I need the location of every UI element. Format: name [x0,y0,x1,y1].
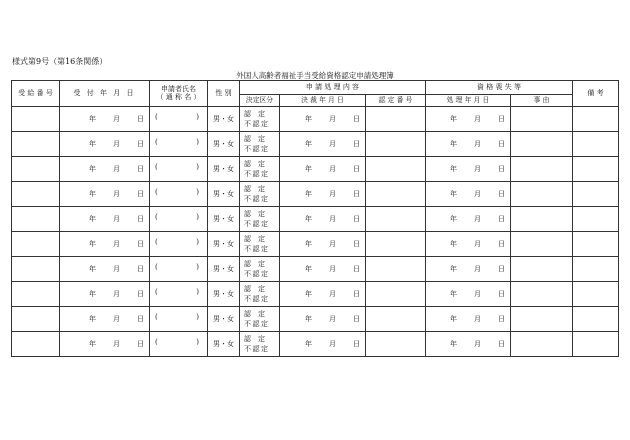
paren-open: ( [155,288,158,296]
decision-approved: 認定 [244,134,272,143]
recipient-no-cell[interactable] [12,132,60,157]
decision-type-cell[interactable] [240,257,280,282]
month-label: 月 [329,314,336,323]
reception-date-cell[interactable] [60,157,150,182]
decision-approved: 認定 [244,209,272,218]
processing-date-cell[interactable] [426,157,511,182]
recipient-no-cell[interactable] [12,282,60,307]
day-label: 日 [498,114,505,123]
year-label: 年 [305,339,312,348]
day-label: 日 [498,289,505,298]
reason-cell[interactable] [511,157,573,182]
decision-date-cell[interactable] [280,207,366,232]
table-row [12,207,619,232]
gender-cell[interactable] [208,232,240,257]
paren-close: ) [196,138,199,146]
gender-options: 男・女 [213,114,234,123]
day-label: 日 [353,339,360,348]
remarks-cell[interactable] [573,232,619,257]
year-label: 年 [305,164,312,173]
decision-date-cell[interactable] [280,307,366,332]
decision-approved: 認定 [244,309,272,318]
decision-denied: 不認定 [244,194,270,203]
gender-options: 男・女 [213,214,234,223]
day-label: 日 [137,164,144,173]
reason-cell[interactable] [511,207,573,232]
month-label: 月 [474,264,481,273]
month-label: 月 [113,189,120,198]
remarks-cell[interactable] [573,307,619,332]
header-decision-type: 決定区分 [240,95,280,107]
month-label: 月 [113,314,120,323]
reason-cell[interactable] [511,282,573,307]
year-label: 年 [450,214,457,223]
header-reason: 事 由 [511,95,573,107]
year-label: 年 [450,289,457,298]
decision-approved: 認定 [244,184,272,193]
reception-date-cell[interactable] [60,207,150,232]
decision-denied: 不認定 [244,144,270,153]
recipient-no-cell[interactable] [12,257,60,282]
processing-date-cell[interactable] [426,257,511,282]
day-label: 日 [498,239,505,248]
reason-cell[interactable] [511,182,573,207]
certification-no-cell[interactable] [366,282,426,307]
certification-no-cell[interactable] [366,182,426,207]
recipient-no-cell[interactable] [12,107,60,132]
day-label: 日 [137,214,144,223]
decision-approved: 認定 [244,284,272,293]
year-label: 年 [89,189,96,198]
month-label: 月 [113,139,120,148]
gender-cell[interactable] [208,282,240,307]
header-remarks: 備 考 [573,81,619,107]
reason-cell[interactable] [511,132,573,157]
month-label: 月 [113,114,120,123]
applicant-name-cell[interactable] [150,282,208,307]
certification-no-cell[interactable] [366,332,426,357]
table-row [12,232,619,257]
year-label: 年 [305,239,312,248]
reason-cell[interactable] [511,332,573,357]
recipient-no-cell[interactable] [12,182,60,207]
paren-close: ) [196,288,199,296]
decision-approved: 認定 [244,109,272,118]
month-label: 月 [113,339,120,348]
month-label: 月 [474,164,481,173]
table-row [12,182,619,207]
year-label: 年 [89,264,96,273]
header-applicant-name-label: 申請者氏名 [161,85,196,93]
day-label: 日 [137,339,144,348]
year-label: 年 [450,139,457,148]
reason-cell[interactable] [511,307,573,332]
month-label: 月 [329,189,336,198]
month-label: 月 [329,214,336,223]
processing-date-cell[interactable] [426,307,511,332]
day-label: 日 [498,339,505,348]
applicant-name-cell[interactable] [150,307,208,332]
paren-open: ( [155,338,158,346]
day-label: 日 [353,164,360,173]
gender-options: 男・女 [213,239,234,248]
header-certification-no: 認 定 番 号 [366,95,426,107]
gender-cell[interactable] [208,157,240,182]
processing-date-cell[interactable] [426,107,511,132]
decision-type-cell[interactable] [240,182,280,207]
gender-cell[interactable] [208,257,240,282]
applicant-name-cell[interactable] [150,107,208,132]
decision-approved: 認定 [244,334,272,343]
decision-denied: 不認定 [244,344,270,353]
applicant-name-cell[interactable] [150,207,208,232]
day-label: 日 [353,189,360,198]
header-common-name-label: （ 通 称 名 ） [156,93,201,101]
year-label: 年 [305,114,312,123]
processing-date-cell[interactable] [426,232,511,257]
remarks-cell[interactable] [573,157,619,182]
year-label: 年 [450,189,457,198]
month-label: 月 [329,114,336,123]
decision-denied: 不認定 [244,169,270,178]
reason-cell[interactable] [511,257,573,282]
processing-date-cell[interactable] [426,132,511,157]
remarks-cell[interactable] [573,132,619,157]
paren-close: ) [196,188,199,196]
certification-no-cell[interactable] [366,207,426,232]
month-label: 月 [329,239,336,248]
year-label: 年 [89,239,96,248]
table-row [12,107,619,132]
month-label: 月 [113,214,120,223]
year-label: 年 [89,339,96,348]
gender-cell[interactable] [208,307,240,332]
decision-denied: 不認定 [244,269,270,278]
day-label: 日 [498,189,505,198]
applicant-name-cell[interactable] [150,182,208,207]
remarks-cell[interactable] [573,282,619,307]
month-label: 月 [474,139,481,148]
processing-date-cell[interactable] [426,282,511,307]
year-label: 年 [450,339,457,348]
reason-cell[interactable] [511,232,573,257]
day-label: 日 [353,139,360,148]
recipient-no-cell[interactable] [12,207,60,232]
recipient-no-cell[interactable] [12,332,60,357]
year-label: 年 [450,314,457,323]
day-label: 日 [137,239,144,248]
paren-close: ) [196,263,199,271]
paren-open: ( [155,163,158,171]
day-label: 日 [353,239,360,248]
processing-date-cell[interactable] [426,182,511,207]
paren-close: ) [196,163,199,171]
processing-register-table [11,80,619,357]
paren-open: ( [155,313,158,321]
year-label: 年 [305,264,312,273]
reception-date-cell[interactable] [60,332,150,357]
day-label: 日 [353,314,360,323]
paren-open: ( [155,113,158,121]
applicant-name-cell[interactable] [150,232,208,257]
year-label: 年 [305,314,312,323]
decision-date-cell[interactable] [280,232,366,257]
form-number-label: 様式第9号（第16条関係） [12,57,108,66]
decision-date-cell[interactable] [280,182,366,207]
table-row [12,257,619,282]
gender-options: 男・女 [213,314,234,323]
year-label: 年 [305,214,312,223]
year-label: 年 [89,164,96,173]
month-label: 月 [474,114,481,123]
certification-no-cell[interactable] [366,307,426,332]
register-body [12,107,619,357]
decision-type-cell[interactable] [240,232,280,257]
decision-type-cell[interactable] [240,207,280,232]
header-application-processing: 申 請 処 理 内 容 [240,81,426,95]
day-label: 日 [353,264,360,273]
decision-date-cell[interactable] [280,257,366,282]
day-label: 日 [498,139,505,148]
reception-date-cell[interactable] [60,182,150,207]
month-label: 月 [474,339,481,348]
applicant-name-cell[interactable] [150,157,208,182]
month-label: 月 [474,239,481,248]
reception-date-cell[interactable] [60,307,150,332]
year-label: 年 [450,164,457,173]
month-label: 月 [329,289,336,298]
paren-open: ( [155,138,158,146]
decision-type-cell[interactable] [240,332,280,357]
reception-date-cell[interactable] [60,257,150,282]
month-label: 月 [329,339,336,348]
remarks-cell[interactable] [573,207,619,232]
decision-date-cell[interactable] [280,282,366,307]
reason-cell[interactable] [511,107,573,132]
gender-cell[interactable] [208,107,240,132]
header-gender: 性 別 [208,81,240,107]
recipient-no-cell[interactable] [12,232,60,257]
decision-approved: 認定 [244,259,272,268]
certification-no-cell[interactable] [366,257,426,282]
decision-date-cell[interactable] [280,332,366,357]
year-label: 年 [89,114,96,123]
month-label: 月 [329,139,336,148]
reception-date-cell[interactable] [60,282,150,307]
gender-options: 男・女 [213,164,234,173]
year-label: 年 [89,314,96,323]
month-label: 月 [113,264,120,273]
header-recipient-no: 受 給 番 号 [12,81,60,107]
day-label: 日 [498,314,505,323]
day-label: 日 [353,114,360,123]
header-applicant-name [150,81,208,107]
gender-options: 男・女 [213,264,234,273]
remarks-cell[interactable] [573,257,619,282]
day-label: 日 [498,214,505,223]
year-label: 年 [305,189,312,198]
document-title: 外国人高齢者福祉手当受給資格認定申請処理簿 [236,71,394,80]
certification-no-cell[interactable] [366,107,426,132]
gender-options: 男・女 [213,339,234,348]
processing-date-cell[interactable] [426,332,511,357]
decision-type-cell[interactable] [240,282,280,307]
month-label: 月 [113,289,120,298]
month-label: 月 [329,264,336,273]
paren-open: ( [155,263,158,271]
recipient-no-cell[interactable] [12,157,60,182]
header-reception-date: 受 付 年 月 日 [60,81,150,107]
table-row [12,332,619,357]
decision-denied: 不認定 [244,319,270,328]
year-label: 年 [89,139,96,148]
certification-no-cell[interactable] [366,157,426,182]
table-row [12,282,619,307]
paren-close: ) [196,338,199,346]
applicant-name-cell[interactable] [150,257,208,282]
month-label: 月 [474,189,481,198]
decision-type-cell[interactable] [240,157,280,182]
year-label: 年 [305,289,312,298]
decision-denied: 不認定 [244,244,270,253]
reception-date-cell[interactable] [60,132,150,157]
day-label: 日 [498,264,505,273]
year-label: 年 [305,139,312,148]
day-label: 日 [137,189,144,198]
decision-denied: 不認定 [244,119,270,128]
day-label: 日 [137,314,144,323]
month-label: 月 [113,239,120,248]
gender-cell[interactable] [208,132,240,157]
paren-open: ( [155,188,158,196]
year-label: 年 [450,114,457,123]
paren-close: ) [196,113,199,121]
paren-close: ) [196,313,199,321]
decision-approved: 認定 [244,234,272,243]
paren-close: ) [196,213,199,221]
decision-date-cell[interactable] [280,132,366,157]
gender-cell[interactable] [208,332,240,357]
reception-date-cell[interactable] [60,107,150,132]
decision-type-cell[interactable] [240,307,280,332]
year-label: 年 [89,214,96,223]
month-label: 月 [113,164,120,173]
header-decision-date: 決 裁 年 月 日 [280,95,366,107]
year-label: 年 [89,289,96,298]
gender-options: 男・女 [213,189,234,198]
table-row [12,132,619,157]
certification-no-cell[interactable] [366,132,426,157]
day-label: 日 [137,264,144,273]
decision-date-cell[interactable] [280,107,366,132]
paren-open: ( [155,238,158,246]
paren-open: ( [155,213,158,221]
day-label: 日 [353,214,360,223]
recipient-no-cell[interactable] [12,307,60,332]
gender-cell[interactable] [208,182,240,207]
processing-date-cell[interactable] [426,207,511,232]
paren-close: ) [196,238,199,246]
gender-cell[interactable] [208,207,240,232]
day-label: 日 [137,139,144,148]
decision-denied: 不認定 [244,219,270,228]
month-label: 月 [329,164,336,173]
month-label: 月 [474,314,481,323]
table-row [12,307,619,332]
decision-denied: 不認定 [244,294,270,303]
decision-approved: 認定 [244,159,272,168]
day-label: 日 [137,289,144,298]
remarks-cell[interactable] [573,107,619,132]
remarks-cell[interactable] [573,182,619,207]
header-eligibility-loss: 資 格 喪 失 等 [426,81,573,95]
reception-date-cell[interactable] [60,232,150,257]
year-label: 年 [450,264,457,273]
day-label: 日 [353,289,360,298]
table-row [12,157,619,182]
month-label: 月 [474,214,481,223]
applicant-name-cell[interactable] [150,332,208,357]
gender-options: 男・女 [213,139,234,148]
gender-options: 男・女 [213,289,234,298]
day-label: 日 [498,164,505,173]
year-label: 年 [450,239,457,248]
remarks-cell[interactable] [573,332,619,357]
decision-type-cell[interactable] [240,107,280,132]
day-label: 日 [137,114,144,123]
month-label: 月 [474,289,481,298]
decision-type-cell[interactable] [240,132,280,157]
certification-no-cell[interactable] [366,232,426,257]
decision-date-cell[interactable] [280,157,366,182]
header-processing-date: 処 理 年 月 日 [426,95,511,107]
applicant-name-cell[interactable] [150,132,208,157]
